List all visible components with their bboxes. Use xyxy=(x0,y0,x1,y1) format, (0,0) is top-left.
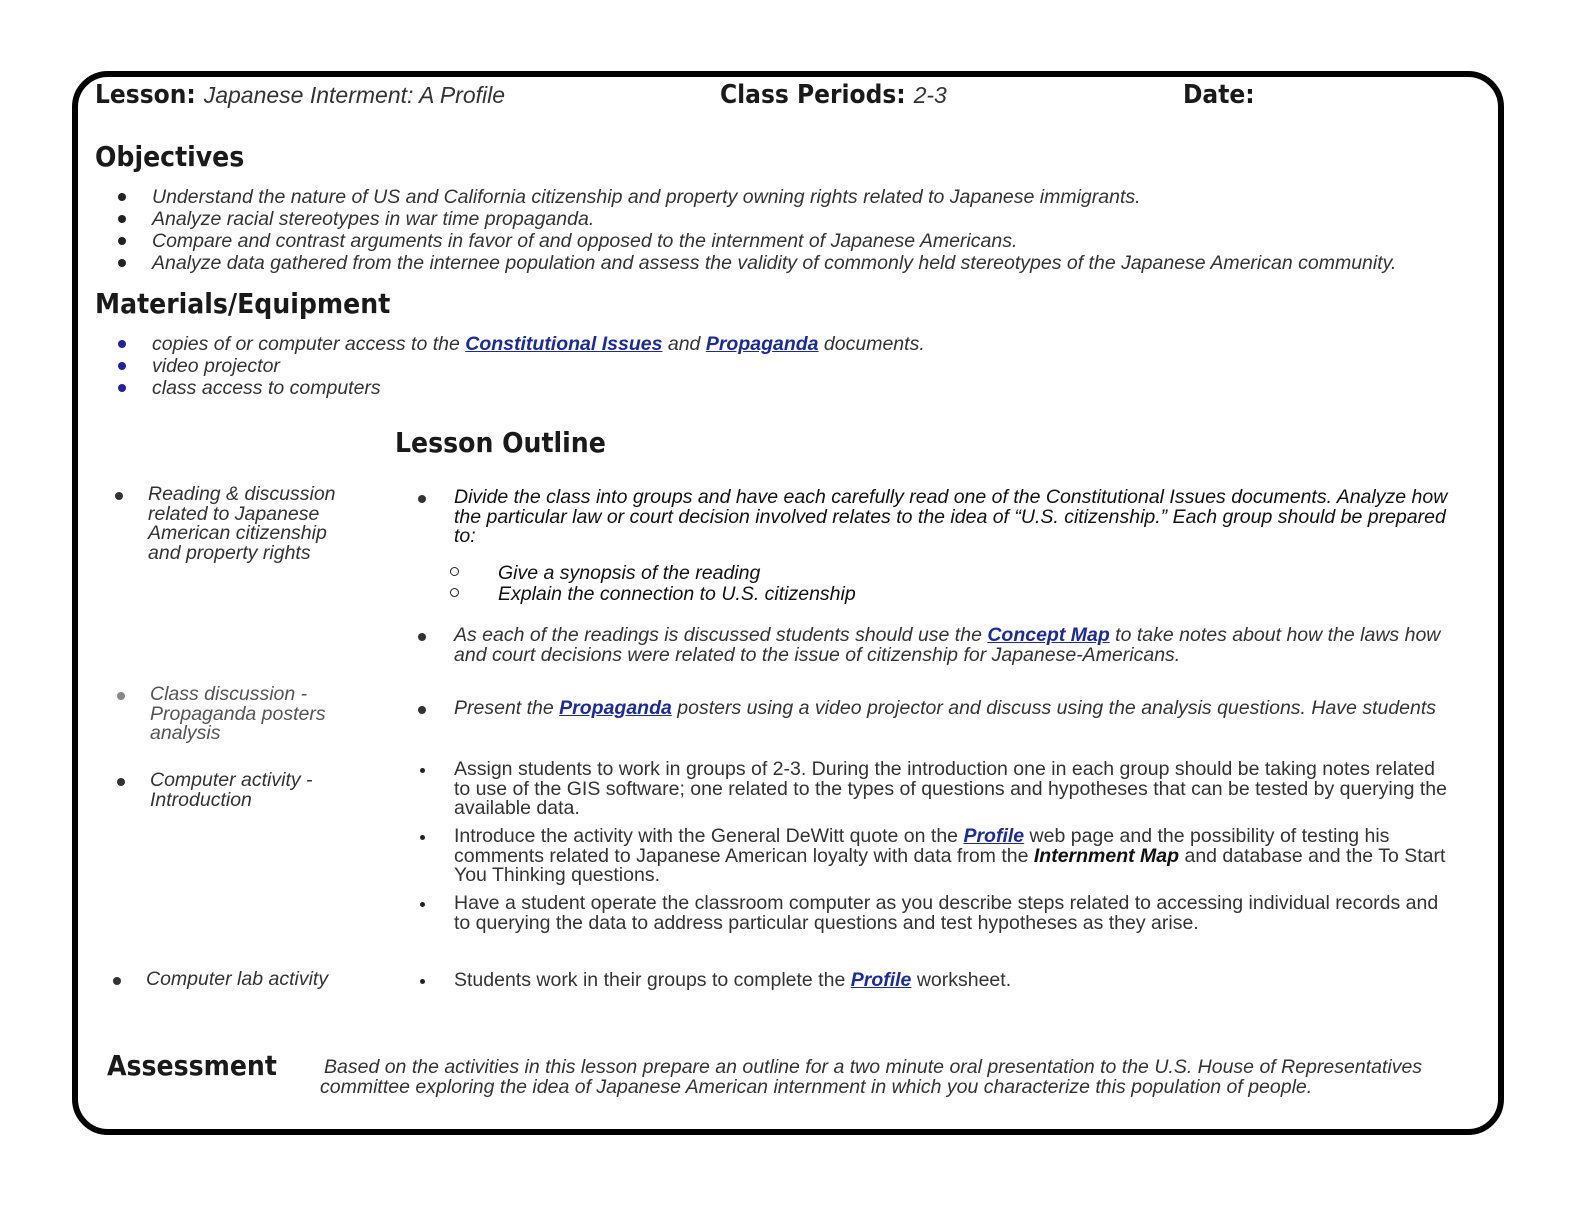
materials-heading: Materials/Equipment xyxy=(95,287,391,320)
class-periods-header xyxy=(720,80,947,110)
internment-map-label: Internment Map xyxy=(1033,844,1180,867)
propaganda-link[interactable]: Propaganda xyxy=(705,333,819,355)
objectives-heading: Objectives xyxy=(95,140,245,173)
list-item: Compare and contrast arguments in favor of and opposed to the internment of Japanese Americans. xyxy=(100,230,1480,252)
assessment-heading: Assessment xyxy=(107,1049,277,1082)
concept-map-link[interactable]: Concept Map xyxy=(987,624,1110,646)
class-periods-value: 2-3 xyxy=(913,82,947,108)
class-periods-label: Class Periods: xyxy=(720,80,906,110)
list-item: video projector xyxy=(100,355,1300,377)
lesson-header xyxy=(95,80,505,110)
list-item: Analyze data gathered from the internee population and assess the validity of commonly held stereotypes of the Japanese American community. xyxy=(100,252,1480,274)
list-item: copies of or computer access to the Constitutional Issues and Propaganda documents. xyxy=(100,333,1300,355)
lesson-title: Japanese Interment: A Profile xyxy=(203,82,506,108)
profile-link[interactable]: Profile xyxy=(963,825,1025,847)
lesson-label: Lesson: xyxy=(95,80,196,110)
profile-worksheet-link[interactable]: Profile xyxy=(850,969,912,991)
list-item: Analyze racial stereotypes in war time propaganda. xyxy=(100,208,1480,230)
date-label: Date: xyxy=(1183,80,1255,110)
constitutional-issues-link[interactable]: Constitutional Issues xyxy=(465,333,663,355)
date-header xyxy=(1183,80,1255,110)
materials-list xyxy=(100,333,1300,399)
lesson-outline-heading: Lesson Outline xyxy=(395,426,606,459)
objectives-list xyxy=(100,186,1480,274)
propaganda-posters-link[interactable]: Propaganda xyxy=(559,697,672,719)
assessment-text: Based on the activities in this lesson prepare an outline for a two minute oral presentation to the U.S. House of Representatives committee exploring the idea of Japanese American internment in which you characterize this population of people. xyxy=(320,1056,1423,1098)
list-item: Understand the nature of US and California citizenship and property owning rights related to Japanese immigrants. xyxy=(100,186,1480,208)
list-item: class access to computers xyxy=(100,377,1300,399)
